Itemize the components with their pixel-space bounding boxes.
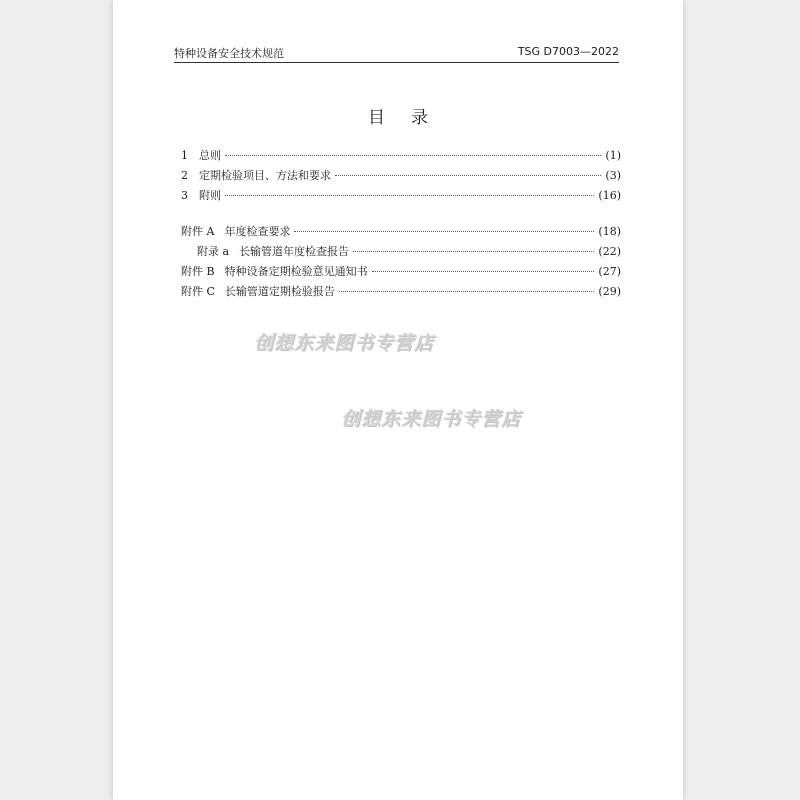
toc-leader-dots bbox=[353, 251, 594, 252]
toc-page-number: (1) bbox=[605, 149, 621, 162]
header-left-text: 特种设备安全技术规范 bbox=[174, 47, 284, 60]
toc-leader-dots bbox=[294, 231, 594, 232]
watermark-text: 创想东来图书专营店 bbox=[341, 408, 522, 430]
toc-appendix-prefix: 附件 C bbox=[181, 285, 215, 298]
toc-appendix-row[interactable] bbox=[181, 263, 621, 283]
document-page bbox=[113, 0, 683, 800]
toc-appendix-label: 年度检查要求 bbox=[224, 225, 291, 238]
toc-appendix-prefix: 附录 a bbox=[197, 245, 230, 258]
toc-chapter-number: 1 bbox=[181, 149, 188, 162]
toc-appendix-row[interactable] bbox=[181, 283, 621, 303]
page-title: 目录 bbox=[368, 108, 454, 128]
toc-chapter-label: 总则 bbox=[199, 149, 221, 162]
toc-appendix-label: 长输管道年度检查报告 bbox=[239, 245, 350, 258]
toc-leader-dots bbox=[335, 175, 601, 176]
toc-chapter-row[interactable] bbox=[181, 167, 621, 187]
toc-appendix-row[interactable] bbox=[181, 243, 621, 263]
page-header bbox=[174, 44, 619, 63]
toc-chapter-number: 3 bbox=[181, 189, 188, 202]
toc-appendix-row[interactable] bbox=[181, 223, 621, 243]
toc-leader-dots bbox=[225, 155, 601, 156]
header-right-text: TSG D7003—2022 bbox=[517, 45, 619, 58]
toc-page-number: (29) bbox=[598, 285, 621, 298]
toc-chapter-row[interactable] bbox=[181, 187, 621, 207]
toc-appendix-label: 特种设备定期检验意见通知书 bbox=[224, 265, 368, 278]
toc-appendix-label: 长输管道定期检验报告 bbox=[224, 285, 335, 298]
toc-chapter-number: 2 bbox=[181, 169, 188, 182]
toc-section-gap bbox=[181, 207, 621, 223]
toc-page-number: (18) bbox=[598, 225, 621, 238]
toc-chapter-label: 定期检验项目、方法和要求 bbox=[199, 169, 331, 182]
toc-leader-dots bbox=[372, 271, 595, 272]
toc-page-number: (3) bbox=[605, 169, 621, 182]
table-of-contents bbox=[181, 147, 621, 303]
toc-page-number: (16) bbox=[598, 189, 621, 202]
toc-appendix-prefix: 附件 B bbox=[181, 265, 215, 278]
toc-leader-dots bbox=[339, 291, 594, 292]
toc-chapter-row[interactable] bbox=[181, 147, 621, 167]
watermark-text: 创想东来图书专营店 bbox=[254, 332, 435, 354]
toc-page-number: (27) bbox=[598, 265, 621, 278]
toc-page-number: (22) bbox=[598, 245, 621, 258]
toc-chapter-label: 附则 bbox=[199, 189, 221, 202]
toc-leader-dots bbox=[225, 195, 594, 196]
toc-appendix-prefix: 附件 A bbox=[181, 225, 215, 238]
